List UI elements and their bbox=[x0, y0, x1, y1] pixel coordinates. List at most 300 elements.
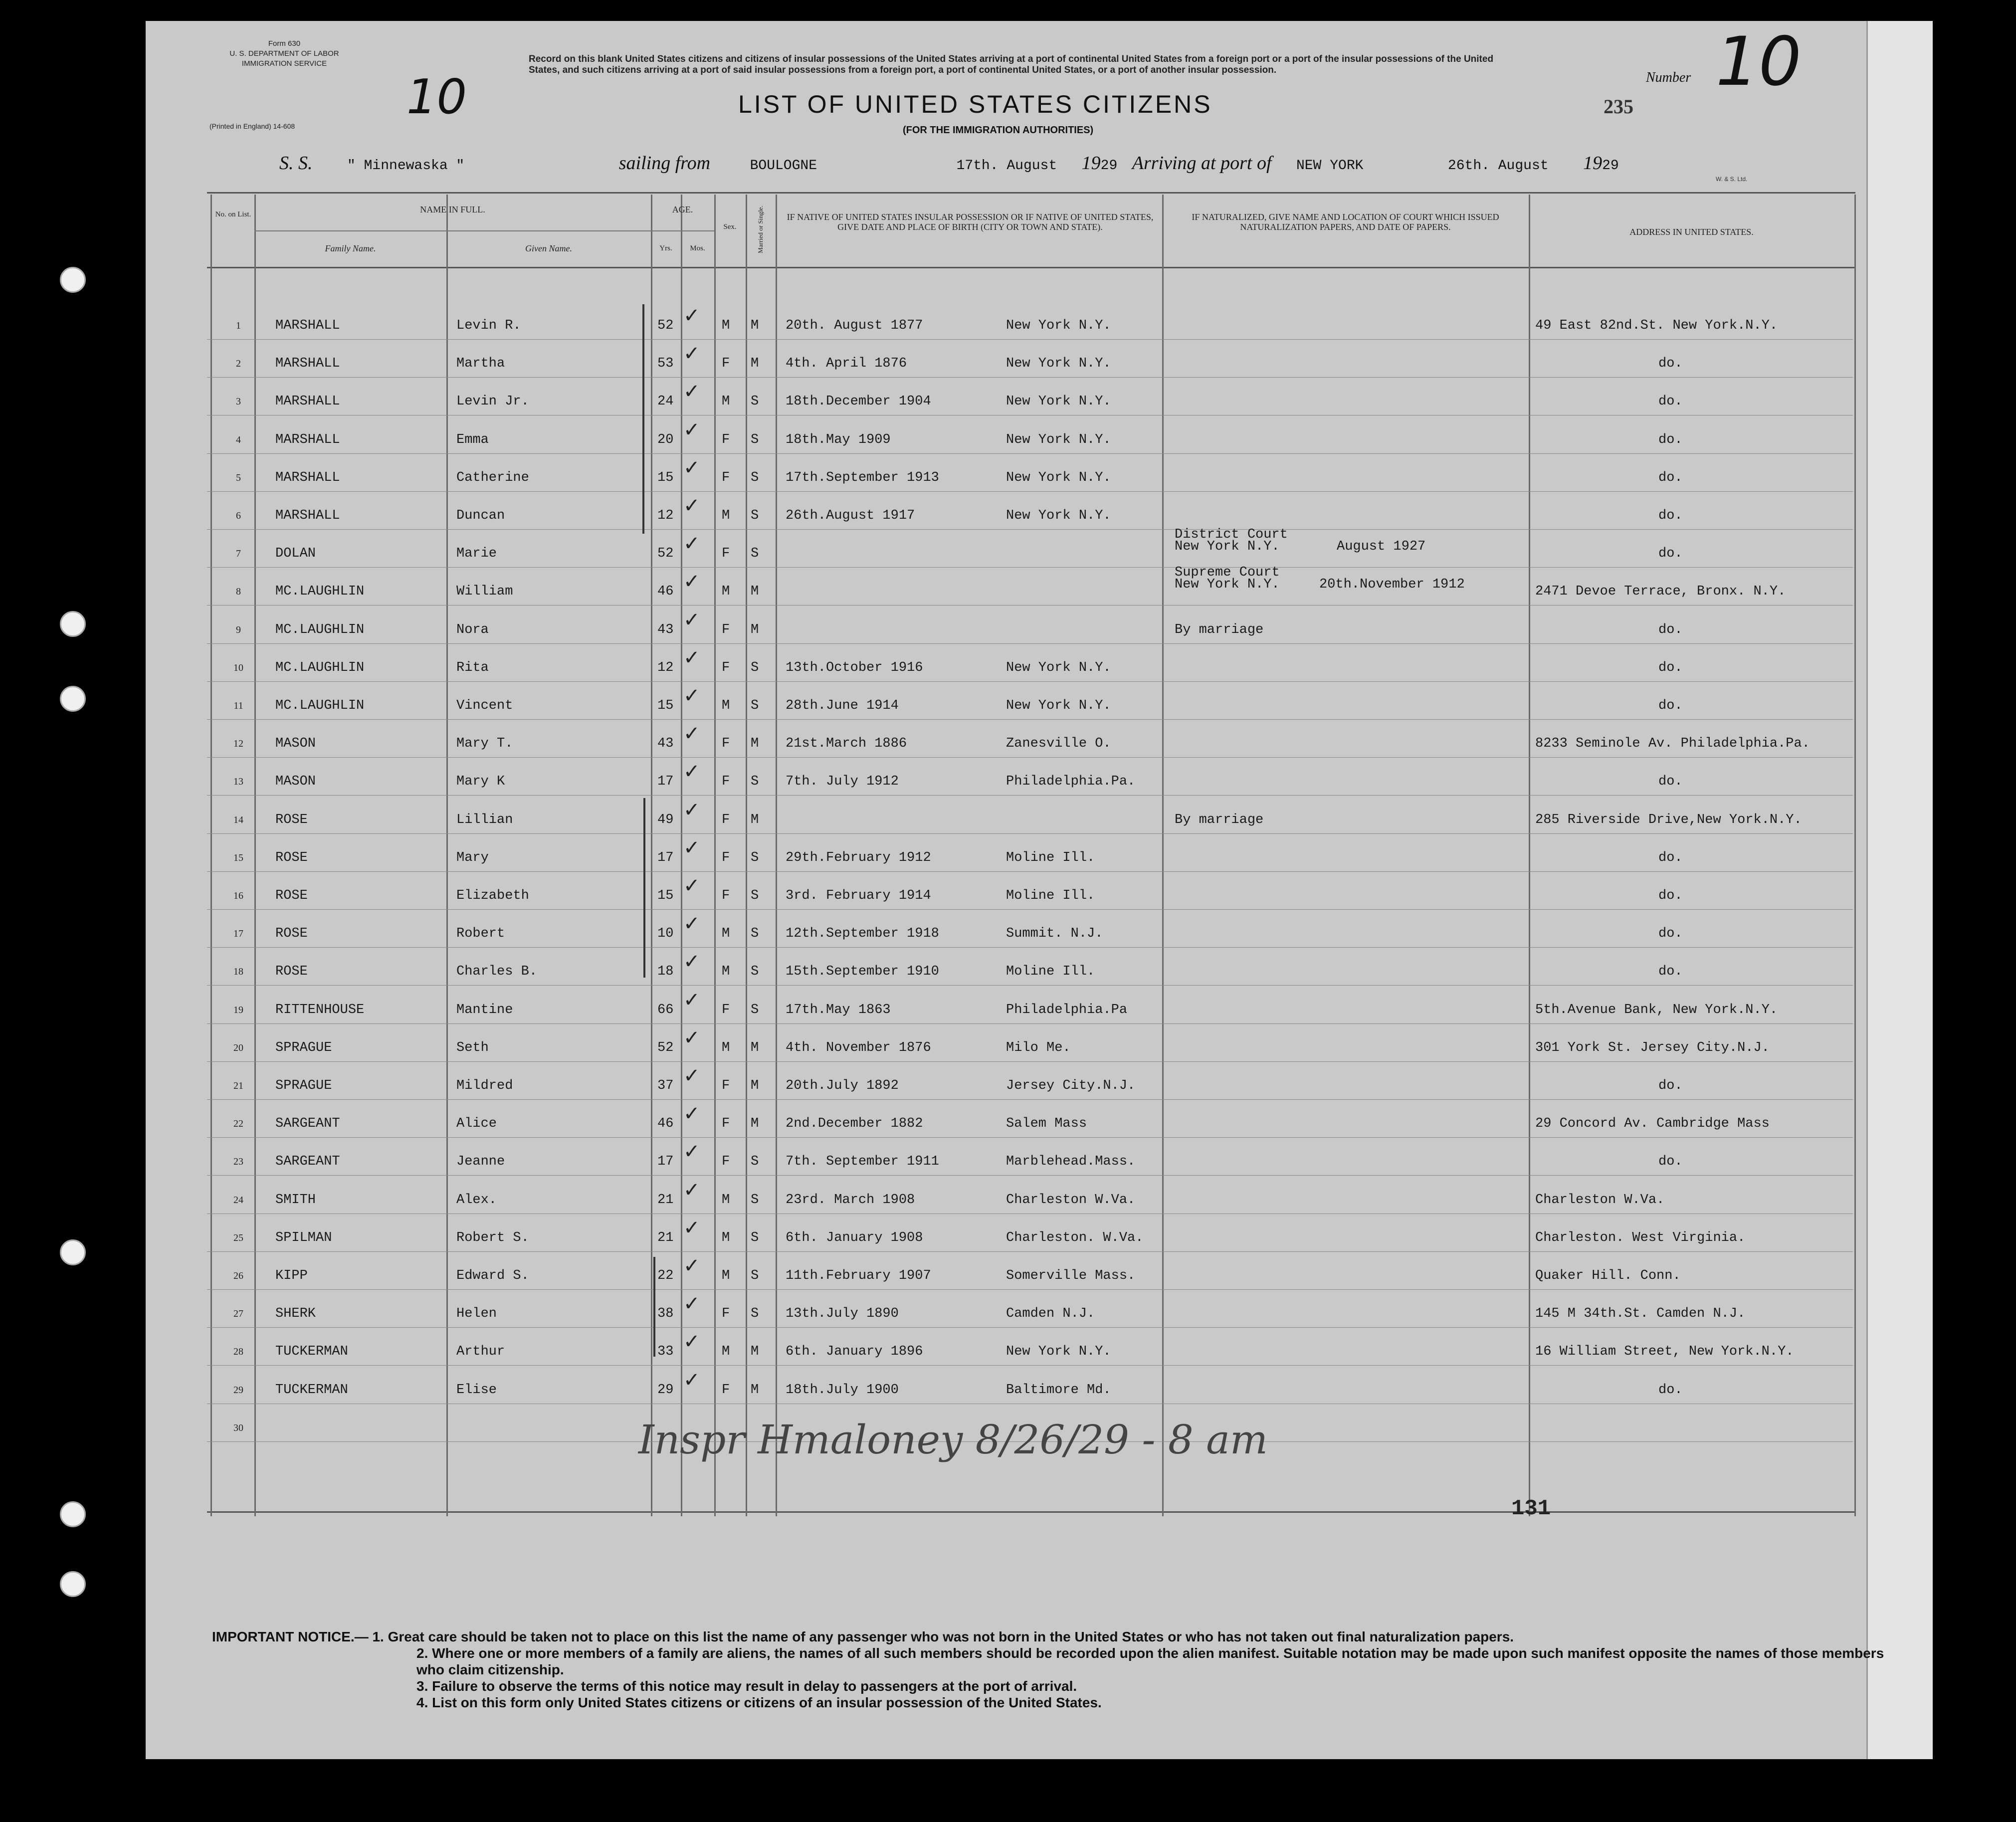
row-number: 18 bbox=[233, 966, 243, 978]
cell-ms: S bbox=[751, 1306, 759, 1322]
cell-address: do. bbox=[1658, 432, 1683, 447]
cell-family: MARSHALL bbox=[275, 470, 340, 485]
row-number: 5 bbox=[236, 472, 241, 483]
column-line bbox=[1162, 195, 1164, 1516]
col-header-age: AGE. bbox=[672, 204, 693, 214]
cell-family: MARSHALL bbox=[275, 432, 340, 447]
cell-sex: F bbox=[722, 470, 730, 485]
cell-ms: S bbox=[751, 546, 759, 562]
cell-sex: F bbox=[722, 812, 730, 827]
record-instructions: Record on this blank United States citizens and citizens of insular possessions of the United States arriving at a port of continental United States from a foreign port or a port of the insular possessions of the United States, and such citizens arriving at a port of said insular possessions from a foreign port, a port of continental United States, or a port of another insular possession. bbox=[529, 54, 1494, 75]
cell-age: 21 bbox=[657, 1230, 674, 1245]
checkmark-icon: ✓ bbox=[683, 836, 700, 859]
cell-given: Helen bbox=[456, 1306, 497, 1322]
printed-note: (Printed in England) 14-608 bbox=[209, 122, 295, 130]
row-rule bbox=[207, 871, 1853, 872]
cell-sex: M bbox=[722, 394, 730, 409]
cell-sex: F bbox=[722, 774, 730, 790]
cell-address: do. bbox=[1658, 1154, 1683, 1170]
cell-given: Alex. bbox=[456, 1192, 497, 1208]
cell-ms: S bbox=[751, 660, 759, 675]
column-line bbox=[210, 195, 212, 1516]
cell-age: 52 bbox=[657, 546, 674, 562]
cell-address: do. bbox=[1658, 622, 1683, 637]
cell-place: New York N.Y. bbox=[1006, 508, 1111, 523]
cell-address: do. bbox=[1658, 356, 1683, 372]
cell-family: MASON bbox=[275, 774, 316, 790]
cell-age: 10 bbox=[657, 926, 674, 942]
row-rule bbox=[207, 339, 1853, 340]
cell-dob: 13th.July 1890 bbox=[786, 1306, 899, 1322]
cell-given: Marie bbox=[456, 546, 497, 562]
cell-given: Emma bbox=[456, 432, 489, 447]
cell-family: SPRAGUE bbox=[275, 1040, 332, 1055]
row-number: 19 bbox=[233, 1004, 243, 1015]
cell-nat-date: 20th.November 1912 bbox=[1319, 577, 1465, 593]
arriving-label: Arriving at port of bbox=[1132, 153, 1272, 174]
cell-place: Philadelphia.Pa. bbox=[1006, 774, 1136, 790]
cell-ms: M bbox=[751, 584, 759, 600]
cell-age: 15 bbox=[657, 888, 674, 903]
cell-given: Mary bbox=[456, 850, 489, 865]
row-number: 6 bbox=[236, 510, 241, 521]
cell-family: SHERK bbox=[275, 1306, 316, 1322]
cell-ms: M bbox=[751, 356, 759, 372]
notice-item: 4. List on this form only United States citizens or citizens of an insular possession of the United States. bbox=[416, 1695, 1102, 1710]
cell-ms: S bbox=[751, 964, 759, 980]
cell-sex: M bbox=[722, 1040, 730, 1055]
cell-address: do. bbox=[1658, 394, 1683, 409]
ss-label: S. S. bbox=[279, 153, 313, 174]
cell-ms: M bbox=[751, 1040, 759, 1055]
cell-ms: M bbox=[751, 1344, 759, 1360]
cell-place: Charleston W.Va. bbox=[1006, 1192, 1136, 1208]
notice-item: 2. Where one or more members of a family are aliens, the names of all such members should be recorded upon the alien manifest. Suitable notation may be made upon such manifest opposite the names of those members who claim citizenship. bbox=[416, 1645, 1884, 1677]
row-number: 14 bbox=[233, 814, 243, 825]
cell-address: 29 Concord Av. Cambridge Mass bbox=[1535, 1116, 1770, 1132]
cell-sex: M bbox=[722, 1230, 730, 1245]
row-number: 1 bbox=[236, 320, 241, 331]
checkmark-icon: ✓ bbox=[683, 1178, 700, 1202]
cell-address: do. bbox=[1658, 470, 1683, 485]
row-number: 4 bbox=[236, 434, 241, 445]
cell-sex: F bbox=[722, 622, 730, 637]
row-rule bbox=[207, 1327, 1853, 1328]
row-rule bbox=[207, 567, 1853, 568]
printer-mark: W. & S. Ltd. bbox=[1716, 176, 1748, 183]
cell-family: ROSE bbox=[275, 812, 308, 827]
cell-place: New York N.Y. bbox=[1006, 356, 1111, 372]
handwritten-list-number: 10 bbox=[406, 70, 467, 125]
row-rule bbox=[207, 643, 1853, 644]
cell-address: 5th.Avenue Bank, New York.N.Y. bbox=[1535, 1002, 1778, 1017]
inspector-signature: Inspr Hmaloney 8/26/29 - 8 am bbox=[638, 1417, 1268, 1463]
checkmark-icon: ✓ bbox=[683, 1140, 700, 1164]
row-rule bbox=[207, 377, 1853, 378]
checkmark-icon: ✓ bbox=[683, 760, 700, 784]
checkmark-icon: ✓ bbox=[683, 1292, 700, 1316]
checkmark-icon: ✓ bbox=[683, 494, 700, 517]
checkmark-icon: ✓ bbox=[683, 304, 700, 327]
cell-address: do. bbox=[1658, 508, 1683, 523]
cell-ms: S bbox=[751, 1192, 759, 1208]
bracket-mark bbox=[642, 304, 644, 534]
cell-given: Jeanne bbox=[456, 1154, 505, 1170]
row-rule bbox=[207, 1061, 1853, 1062]
cell-age: 52 bbox=[657, 318, 674, 333]
cell-family: SARGEANT bbox=[275, 1154, 340, 1170]
col-header-naturalized: IF NATURALIZED, GIVE NAME AND LOCATION OF COURT WHICH ISSUED NATURALIZATION PAPERS, AND DATE OF PAPERS. bbox=[1192, 212, 1499, 232]
cell-sex: M bbox=[722, 698, 730, 713]
cell-sex: F bbox=[722, 660, 730, 675]
form-identifier bbox=[180, 39, 389, 69]
cell-given: Robert bbox=[456, 926, 505, 942]
row-rule bbox=[207, 529, 1853, 530]
cell-address: 285 Riverside Drive,New York.N.Y. bbox=[1535, 812, 1802, 827]
col-header-address: ADDRESS IN UNITED STATES. bbox=[1629, 227, 1754, 237]
cell-place: Philadelphia.Pa bbox=[1006, 1002, 1128, 1017]
col-header-family: Family Name. bbox=[325, 243, 376, 253]
column-line bbox=[681, 195, 682, 1516]
cell-sex: F bbox=[722, 432, 730, 447]
checkmark-icon: ✓ bbox=[683, 1026, 700, 1049]
checkmark-icon: ✓ bbox=[683, 380, 700, 404]
cell-ms: S bbox=[751, 1002, 759, 1017]
cell-address: 49 East 82nd.St. New York.N.Y. bbox=[1535, 318, 1778, 333]
cell-ms: S bbox=[751, 432, 759, 447]
year-to: 29 bbox=[1602, 158, 1619, 174]
cell-given: Mildred bbox=[456, 1078, 513, 1093]
cell-dob: 2nd.December 1882 bbox=[786, 1116, 923, 1132]
checkmark-icon: ✓ bbox=[683, 646, 700, 669]
cell-family: MARSHALL bbox=[275, 356, 340, 372]
cell-family: MC.LAUGHLIN bbox=[275, 622, 365, 637]
notice-item: 1. Great care should be taken not to place on this list the name of any passenger who was not born in the United States or who has not taken out final naturalization papers. bbox=[372, 1629, 1514, 1644]
voyage-line bbox=[279, 152, 1619, 174]
cell-family: MASON bbox=[275, 736, 316, 752]
year-prefix: 19 bbox=[1081, 153, 1101, 174]
cell-age: 53 bbox=[657, 356, 674, 372]
cell-given: Nora bbox=[456, 622, 489, 637]
cell-age: 12 bbox=[657, 508, 674, 523]
row-number: 24 bbox=[233, 1194, 243, 1206]
cell-ms: S bbox=[751, 1154, 759, 1170]
row-rule bbox=[207, 985, 1853, 986]
cell-ms: M bbox=[751, 1116, 759, 1132]
cell-address: Charleston. West Virginia. bbox=[1535, 1230, 1746, 1245]
cell-ms: S bbox=[751, 508, 759, 523]
checkmark-icon: ✓ bbox=[683, 532, 700, 556]
column-line bbox=[714, 195, 716, 1516]
row-rule bbox=[207, 1099, 1853, 1100]
cell-sex: M bbox=[722, 1344, 730, 1360]
cell-family: KIPP bbox=[275, 1268, 308, 1283]
ship-name: " Minnewaska " bbox=[347, 158, 465, 174]
cell-ms: S bbox=[751, 850, 759, 865]
cell-dob: 6th. January 1896 bbox=[786, 1344, 923, 1360]
checkmark-icon: ✓ bbox=[683, 608, 700, 631]
cell-sex: M bbox=[722, 584, 730, 600]
row-rule bbox=[207, 757, 1853, 758]
row-number: 20 bbox=[233, 1042, 243, 1053]
cell-family: MARSHALL bbox=[275, 394, 340, 409]
col-header-native: IF NATIVE OF UNITED STATES INSULAR POSSESSION OR IF NATIVE OF UNITED STATES, GIVE DATE AND PLACE OF BIRTH (CITY OR TOWN AND STATE). bbox=[787, 212, 1154, 232]
checkmark-icon: ✓ bbox=[683, 722, 700, 746]
cell-ms: S bbox=[751, 774, 759, 790]
cell-place: Milo Me. bbox=[1006, 1040, 1071, 1055]
cell-family: DOLAN bbox=[275, 546, 316, 562]
cell-given: Robert S. bbox=[456, 1230, 529, 1245]
cell-place: Marblehead.Mass. bbox=[1006, 1154, 1136, 1170]
cell-nat-location: New York N.Y. bbox=[1175, 577, 1280, 593]
cell-given: Duncan bbox=[456, 508, 505, 523]
checkmark-icon: ✓ bbox=[683, 1254, 700, 1277]
cell-age: 17 bbox=[657, 774, 674, 790]
cell-family: SPILMAN bbox=[275, 1230, 332, 1245]
cell-ms: S bbox=[751, 1230, 759, 1245]
cell-place: New York N.Y. bbox=[1006, 394, 1111, 409]
cell-place: New York N.Y. bbox=[1006, 470, 1111, 485]
row-number: 26 bbox=[233, 1270, 243, 1281]
column-line bbox=[651, 195, 652, 1516]
cell-sex: F bbox=[722, 1116, 730, 1132]
column-line bbox=[1854, 195, 1856, 1516]
bracket-mark bbox=[653, 1257, 655, 1357]
cell-nat-location: By marriage bbox=[1175, 812, 1264, 827]
cell-age: 43 bbox=[657, 622, 674, 637]
row-rule bbox=[207, 719, 1853, 720]
binder-hole bbox=[60, 686, 86, 712]
cell-place: Jersey City.N.J. bbox=[1006, 1078, 1136, 1093]
cell-ms: M bbox=[751, 1382, 759, 1398]
row-number: 15 bbox=[233, 852, 243, 863]
row-number: 2 bbox=[236, 358, 241, 370]
cell-dob: 23rd. March 1908 bbox=[786, 1192, 915, 1208]
cell-given: Charles B. bbox=[456, 964, 538, 980]
column-line bbox=[446, 195, 448, 1516]
cell-family: SPRAGUE bbox=[275, 1078, 332, 1093]
row-number: 8 bbox=[236, 586, 241, 598]
cell-given: Mary T. bbox=[456, 736, 513, 752]
cell-address: do. bbox=[1658, 1382, 1683, 1398]
cell-sex: F bbox=[722, 356, 730, 372]
cell-place: Salem Mass bbox=[1006, 1116, 1087, 1132]
cell-sex: M bbox=[722, 318, 730, 333]
row-number: 10 bbox=[233, 662, 243, 673]
cell-given: Levin R. bbox=[456, 318, 521, 333]
cell-age: 46 bbox=[657, 1116, 674, 1132]
cell-age: 17 bbox=[657, 850, 674, 865]
cell-place: New York N.Y. bbox=[1006, 698, 1111, 713]
row-number: 3 bbox=[236, 396, 241, 407]
row-number: 11 bbox=[233, 700, 243, 711]
checkmark-icon: ✓ bbox=[683, 684, 700, 707]
cell-dob: 13th.October 1916 bbox=[786, 660, 923, 675]
row-rule bbox=[207, 1289, 1853, 1290]
cell-ms: S bbox=[751, 470, 759, 485]
row-number: 12 bbox=[233, 738, 243, 750]
cell-dob: 15th.September 1910 bbox=[786, 964, 939, 980]
cell-family: SARGEANT bbox=[275, 1116, 340, 1132]
cell-place: Baltimore Md. bbox=[1006, 1382, 1111, 1398]
col-header-yrs: Yrs. bbox=[659, 244, 672, 252]
row-number: 16 bbox=[233, 890, 243, 901]
cell-family: ROSE bbox=[275, 850, 308, 865]
stamp-number: 235 bbox=[1604, 95, 1633, 118]
department-name: U. S. DEPARTMENT OF LABOR bbox=[229, 49, 339, 58]
cell-age: 49 bbox=[657, 812, 674, 827]
cell-place: Moline Ill. bbox=[1006, 850, 1095, 865]
cell-age: 33 bbox=[657, 1344, 674, 1360]
cell-given: Edward S. bbox=[456, 1268, 529, 1283]
important-notice bbox=[212, 1628, 1888, 1711]
cell-sex: F bbox=[722, 850, 730, 865]
cell-dob: 20th. August 1877 bbox=[786, 318, 923, 333]
checkmark-icon: ✓ bbox=[683, 1102, 700, 1126]
cell-dob: 21st.March 1886 bbox=[786, 736, 907, 752]
row-rule bbox=[207, 453, 1853, 454]
row-rule bbox=[207, 795, 1853, 796]
cell-address: do. bbox=[1658, 888, 1683, 903]
checkmark-icon: ✓ bbox=[683, 1216, 700, 1239]
cell-age: 15 bbox=[657, 470, 674, 485]
binder-hole bbox=[60, 267, 86, 293]
year-prefix: 19 bbox=[1583, 153, 1603, 174]
cell-place: Zanesville O. bbox=[1006, 736, 1111, 752]
form-number: Form 630 bbox=[268, 39, 301, 48]
name-subheader-line bbox=[254, 230, 651, 231]
cell-age: 17 bbox=[657, 1154, 674, 1170]
row-rule bbox=[207, 909, 1853, 910]
cell-dob: 18th.July 1900 bbox=[786, 1382, 899, 1398]
row-rule bbox=[207, 947, 1853, 948]
col-header-sex: Sex. bbox=[723, 223, 737, 231]
cell-ms: S bbox=[751, 888, 759, 903]
cell-address: Charleston W.Va. bbox=[1535, 1192, 1665, 1208]
row-number: 30 bbox=[233, 1422, 243, 1433]
cell-address: 16 William Street, New York.N.Y. bbox=[1535, 1344, 1794, 1360]
cell-dob: 18th.December 1904 bbox=[786, 394, 931, 409]
cell-family: MARSHALL bbox=[275, 318, 340, 333]
col-header-mos: Mos. bbox=[690, 244, 705, 252]
checkmark-icon: ✓ bbox=[683, 418, 700, 441]
header-bottom-border bbox=[207, 267, 1855, 268]
cell-family: TUCKERMAN bbox=[275, 1382, 348, 1398]
cell-ms: S bbox=[751, 926, 759, 942]
row-number: 13 bbox=[233, 776, 243, 788]
col-header-name: NAME IN FULL. bbox=[420, 204, 485, 214]
row-number: 22 bbox=[233, 1118, 243, 1130]
cell-sex: F bbox=[722, 546, 730, 562]
bracket-mark bbox=[643, 798, 645, 978]
cell-family: RITTENHOUSE bbox=[275, 1002, 365, 1017]
cell-family: MARSHALL bbox=[275, 508, 340, 523]
row-number: 9 bbox=[236, 624, 241, 635]
column-line bbox=[776, 195, 777, 1516]
page-stamp: 131 bbox=[1511, 1496, 1551, 1521]
age-subheader-line bbox=[651, 230, 714, 231]
cell-ms: S bbox=[751, 394, 759, 409]
cell-nat-date: August 1927 bbox=[1337, 539, 1426, 555]
row-rule bbox=[207, 1023, 1853, 1024]
cell-address: 8233 Seminole Av. Philadelphia.Pa. bbox=[1535, 736, 1810, 752]
row-rule bbox=[207, 1365, 1853, 1366]
cell-place: New York N.Y. bbox=[1006, 318, 1111, 333]
cell-dob: 17th.September 1913 bbox=[786, 470, 939, 485]
column-line bbox=[746, 195, 747, 1516]
cell-ms: M bbox=[751, 736, 759, 752]
cell-address: do. bbox=[1658, 926, 1683, 942]
cell-age: 15 bbox=[657, 698, 674, 713]
page-edge bbox=[1866, 21, 1933, 1759]
checkmark-icon: ✓ bbox=[683, 1368, 700, 1392]
cell-address: Quaker Hill. Conn. bbox=[1535, 1268, 1681, 1283]
cell-age: 22 bbox=[657, 1268, 674, 1283]
col-header-given: Given Name. bbox=[525, 243, 572, 253]
cell-place: Somerville Mass. bbox=[1006, 1268, 1136, 1283]
cell-dob: 20th.July 1892 bbox=[786, 1078, 899, 1093]
table-top-border bbox=[207, 192, 1855, 194]
row-rule bbox=[207, 491, 1853, 492]
column-line bbox=[1529, 195, 1530, 1516]
cell-family: MC.LAUGHLIN bbox=[275, 584, 365, 600]
cell-ms: M bbox=[751, 622, 759, 637]
cell-given: Arthur bbox=[456, 1344, 505, 1360]
page-title: LIST OF UNITED STATES CITIZENS bbox=[738, 90, 1212, 118]
cell-given: Martha bbox=[456, 356, 505, 372]
cell-place: Moline Ill. bbox=[1006, 964, 1095, 980]
cell-dob: 26th.August 1917 bbox=[786, 508, 915, 523]
cell-dob: 3rd. February 1914 bbox=[786, 888, 931, 903]
col-header-married: Married or Single. bbox=[757, 205, 764, 253]
row-rule bbox=[207, 681, 1853, 682]
cell-family: TUCKERMAN bbox=[275, 1344, 348, 1360]
cell-sex: M bbox=[722, 926, 730, 942]
date-from: 17th. August bbox=[956, 158, 1057, 174]
row-rule bbox=[207, 1251, 1853, 1252]
cell-dob: 28th.June 1914 bbox=[786, 698, 899, 713]
cell-sex: F bbox=[722, 1154, 730, 1170]
notice-item: 3. Failure to observe the terms of this notice may result in delay to passengers at the port of arrival. bbox=[416, 1678, 1077, 1694]
row-number: 7 bbox=[236, 548, 241, 560]
checkmark-icon: ✓ bbox=[683, 342, 700, 366]
column-line bbox=[254, 195, 256, 1516]
cell-given: Levin Jr. bbox=[456, 394, 529, 409]
cell-age: 66 bbox=[657, 1002, 674, 1017]
checkmark-icon: ✓ bbox=[683, 798, 700, 821]
cell-place: Camden N.J. bbox=[1006, 1306, 1095, 1322]
cell-given: William bbox=[456, 584, 513, 600]
cell-given: Mantine bbox=[456, 1002, 513, 1017]
cell-given: Rita bbox=[456, 660, 489, 675]
cell-age: 24 bbox=[657, 394, 674, 409]
row-number: 28 bbox=[233, 1346, 243, 1358]
cell-nat-location: By marriage bbox=[1175, 622, 1264, 637]
binder-hole bbox=[60, 1571, 86, 1597]
checkmark-icon: ✓ bbox=[683, 1330, 700, 1354]
cell-place: Charleston. W.Va. bbox=[1006, 1230, 1144, 1245]
cell-sex: F bbox=[722, 888, 730, 903]
cell-age: 38 bbox=[657, 1306, 674, 1322]
row-rule bbox=[207, 605, 1853, 606]
cell-age: 43 bbox=[657, 736, 674, 752]
cell-given: Elizabeth bbox=[456, 888, 529, 903]
checkmark-icon: ✓ bbox=[683, 1064, 700, 1087]
cell-given: Lillian bbox=[456, 812, 513, 827]
cell-dob: 7th. September 1911 bbox=[786, 1154, 939, 1170]
cell-address: do. bbox=[1658, 850, 1683, 865]
cell-given: Catherine bbox=[456, 470, 529, 485]
